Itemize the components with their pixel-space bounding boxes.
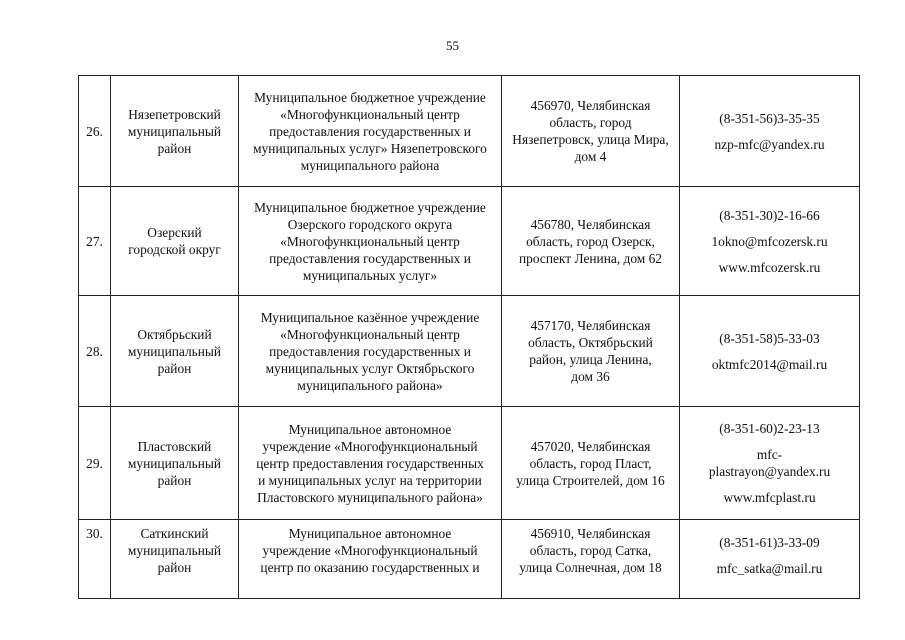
- organization-name-line: муниципального района: [300, 157, 440, 173]
- district-cell: [111, 187, 239, 296]
- contact-line: mfc_satka@mail.ru: [716, 561, 823, 576]
- district-name-line: муниципальный: [127, 123, 222, 139]
- row-number: 27.: [86, 233, 103, 249]
- district-name-line: район: [157, 360, 192, 376]
- address-line: 456910, Челябинская: [530, 526, 651, 541]
- contact-line: (8-351-30)2-16-66: [719, 207, 820, 223]
- district-name-line: Октябрьский: [137, 326, 212, 342]
- row-number: 26.: [86, 123, 103, 139]
- organization-name-line: Озерского городского округа: [287, 216, 453, 232]
- contact-line: www.mfcozersk.ru: [718, 259, 821, 275]
- district-name-line: муниципальный: [127, 543, 222, 558]
- organization-name-line: учреждение «Многофункциональный: [262, 438, 478, 454]
- contacts-cell: [680, 296, 860, 407]
- district-name-line: район: [157, 140, 192, 156]
- organization-cell: [239, 296, 502, 407]
- contacts-cell: [680, 520, 860, 599]
- contacts-cell: [680, 76, 860, 187]
- contact-line: www.mfcplast.ru: [723, 490, 816, 505]
- organization-name-line: предоставления государственных и: [269, 250, 471, 266]
- address-line: 457170, Челябинская: [530, 318, 651, 333]
- row-number-cell: [79, 76, 111, 187]
- organization-name-line: муниципальных услуг» Нязепетровского: [253, 140, 487, 156]
- organization-name-line: муниципальных услуг Октябрьского: [265, 360, 475, 376]
- row-number: 30.: [86, 526, 103, 541]
- organization-name-line: Пластовского муниципального района»: [257, 489, 483, 505]
- contact-line: oktmfc2014@mail.ru: [711, 356, 828, 372]
- mfc-registry-table: [78, 75, 860, 599]
- district-cell: [111, 296, 239, 407]
- organization-name-line: «Многофункциональный центр: [280, 233, 460, 249]
- contact-line: (8-351-58)5-33-03: [719, 330, 820, 346]
- organization-name-line: Муниципальное бюджетное учреждение: [254, 89, 486, 105]
- district-name-line: Озерский: [147, 225, 202, 240]
- organization-name-line: центр предоставления государственных: [256, 455, 484, 471]
- table-body: [79, 76, 860, 599]
- address-line: область, город Озерск,: [526, 233, 655, 249]
- address-cell: [502, 520, 680, 599]
- row-number-cell: [79, 407, 111, 520]
- address-cell: [502, 187, 680, 296]
- organization-name-line: Муниципальное бюджетное учреждение: [254, 199, 486, 215]
- address-line: 456970, Челябинская: [530, 98, 651, 113]
- address-line: район, улица Ленина,: [529, 352, 652, 367]
- organization-cell: [239, 76, 502, 187]
- organization-cell: [239, 520, 502, 599]
- district-name-line: район: [157, 472, 192, 488]
- district-name-line: муниципальный: [127, 455, 222, 471]
- organization-cell: [239, 407, 502, 520]
- organization-name-line: предоставления государственных и: [269, 123, 471, 139]
- organization-name-line: и муниципальных услуг на территории: [258, 472, 482, 488]
- address-line: улица Строителей, дом 16: [516, 472, 665, 488]
- table-row: [79, 76, 860, 187]
- table-row: [79, 296, 860, 407]
- address-line: дом 4: [574, 149, 607, 164]
- address-line: область, город Пласт,: [529, 455, 652, 471]
- address-line: область, город Сатка,: [529, 543, 652, 558]
- organization-name-line: муниципальных услуг»: [302, 267, 438, 283]
- contact-line: nzp-mfc@yandex.ru: [714, 136, 825, 152]
- address-line: улица Солнечная, дом 18: [519, 560, 662, 575]
- district-cell: [111, 520, 239, 599]
- row-number: 29.: [86, 455, 103, 471]
- contact-line: mfc- plastrayon@yandex.ru: [708, 447, 831, 479]
- address-cell: [502, 76, 680, 187]
- district-cell: [111, 407, 239, 520]
- address-line: 457020, Челябинская: [530, 438, 651, 454]
- contact-line: (8-351-60)2-23-13: [719, 421, 820, 436]
- contacts-cell: [680, 187, 860, 296]
- address-line: область, город: [549, 115, 632, 130]
- district-name-line: район: [157, 560, 192, 575]
- organization-name-line: «Многофункциональный центр: [280, 326, 460, 342]
- district-cell: [111, 76, 239, 187]
- address-line: 456780, Челябинская: [530, 216, 651, 232]
- organization-name-line: муниципального района»: [297, 377, 443, 393]
- district-name-line: муниципальный: [127, 343, 222, 359]
- table-row: [79, 520, 860, 599]
- address-cell: [502, 407, 680, 520]
- district-name-line: Нязепетровский: [128, 106, 221, 122]
- organization-name-line: предоставления государственных и: [269, 343, 471, 359]
- district-name-line: городской округ: [128, 242, 221, 257]
- organization-name-line: «Многофункциональный центр: [280, 106, 460, 122]
- row-number-cell: [79, 187, 111, 296]
- organization-name-line: Муниципальное автономное: [288, 526, 452, 541]
- organization-cell: [239, 187, 502, 296]
- organization-name-line: Муниципальное казённое учреждение: [260, 309, 480, 325]
- address-line: проспект Ленина, дом 62: [518, 250, 662, 266]
- table-row: [79, 407, 860, 520]
- row-number: 28.: [86, 343, 103, 359]
- address-line: область, Октябрьский: [528, 335, 653, 350]
- contact-line: (8-351-56)3-35-35: [719, 110, 820, 126]
- organization-name-line: центр по оказанию государственных и: [260, 560, 480, 575]
- address-line: дом 36: [571, 369, 610, 384]
- page-number: 55: [446, 38, 459, 53]
- row-number-cell: [79, 520, 111, 599]
- address-cell: [502, 296, 680, 407]
- contact-line: 1okno@mfcozersk.ru: [711, 233, 828, 249]
- district-name-line: Саткинский: [140, 526, 209, 541]
- organization-name-line: Муниципальное автономное: [288, 421, 452, 437]
- row-number-cell: [79, 296, 111, 407]
- contacts-cell: [680, 407, 860, 520]
- district-name-line: Пластовский: [137, 438, 212, 454]
- address-line: Нязепетровск, улица Мира,: [512, 132, 669, 147]
- table-row: [79, 187, 860, 296]
- organization-name-line: учреждение «Многофункциональный: [262, 543, 478, 558]
- contact-line: (8-351-61)3-33-09: [719, 535, 820, 550]
